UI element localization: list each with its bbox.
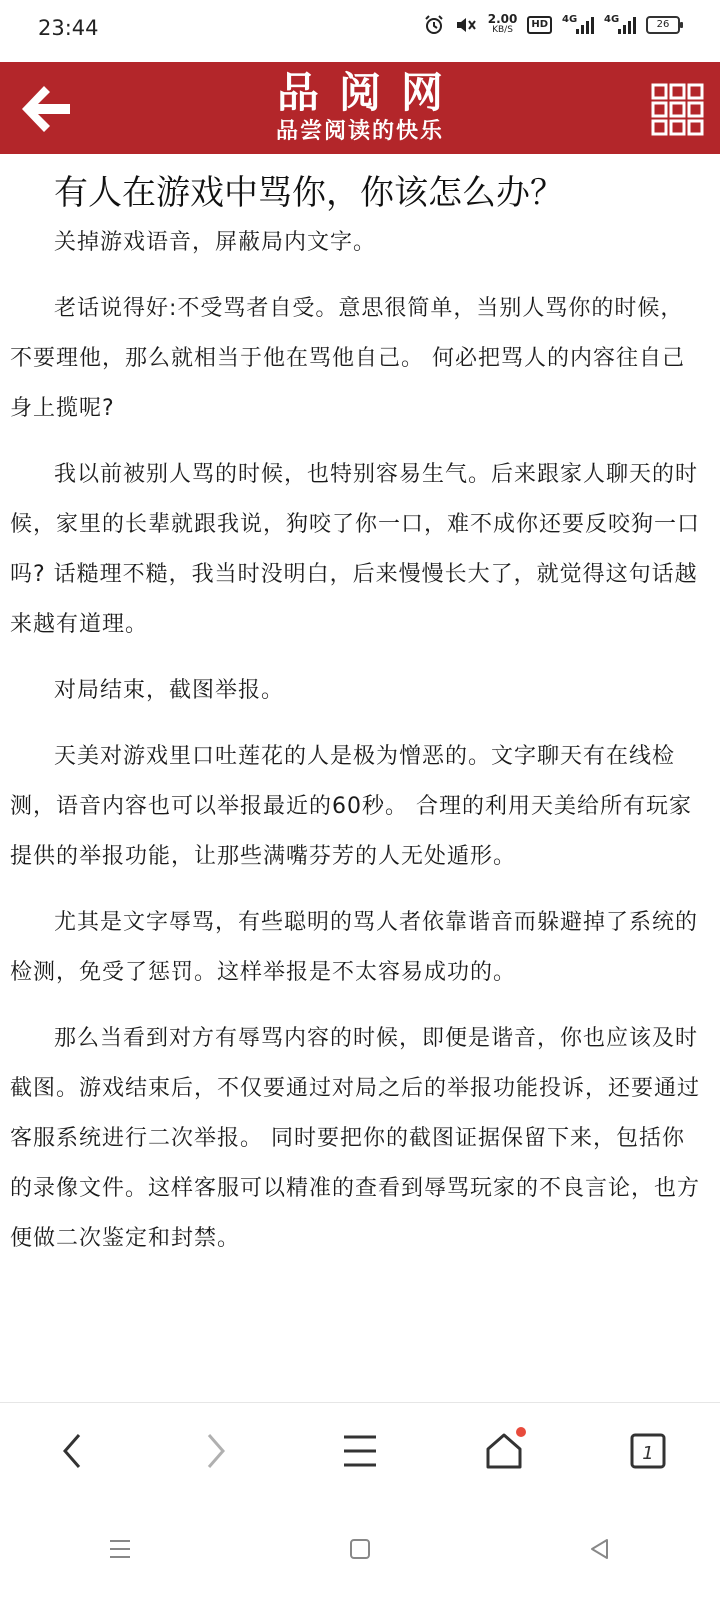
mute-icon [454,15,478,35]
hd-badge: HD [527,16,552,34]
back-triangle-icon [587,1536,613,1562]
status-time: 23:44 [38,16,99,40]
browser-toolbar [0,1402,720,1499]
menu-icon [340,1431,380,1471]
browser-tabs-button[interactable] [618,1421,678,1481]
logo-slogan: 品尝阅读的快乐 [275,118,444,144]
status-bar [0,0,720,62]
browser-back-button[interactable] [42,1421,102,1481]
grid-icon [650,82,706,138]
svg-text:1: 1 [642,1443,654,1464]
system-back-button[interactable] [570,1519,630,1579]
recent-apps-button[interactable] [90,1519,150,1579]
article-paragraph: 关掉游戏语音，屏蔽局内文字。 [54,230,377,255]
forward-icon [201,1431,231,1471]
system-home-button[interactable] [330,1519,390,1579]
tabs-icon [628,1431,668,1471]
article-paragraph: 对局结束，截图举报。 [54,678,285,703]
home-icon [484,1431,524,1471]
signal-strength-2: 4G [604,16,636,34]
system-navigation-bar [0,1498,720,1600]
back-icon [57,1431,87,1471]
article-paragraph: 那么当看到对方有辱骂内容的时候，即便是谐音，你也应该及时截图。游戏结束后，不仅要通过对局之后的举报功能投诉，还要通过客服系统进行二次举报。 同时要把你的截图证据保留下来，包括你的录像文件。这样客服可以精准的查看到辱骂玩家的不良言论，也方便做二次鉴定和封禁。 [10,1026,701,1251]
grid-menu-button[interactable] [650,82,706,138]
article-paragraph: 老话说得好:不受骂者自受。意思很简单，当别人骂你的时候，不要理他，那么就相当于他在骂他自己。 何必把骂人的内容往自己身上揽呢? [10,296,685,421]
network-speed: 2.00 KB/S [487,12,518,35]
battery-indicator: 26 [646,16,680,34]
alarm-icon [424,15,444,35]
article-paragraph: 尤其是文字辱骂，有些聪明的骂人者依靠谐音而躲避掉了系统的检测，免受了惩罚。这样举报是不太容易成功的。 [10,910,699,985]
back-button[interactable] [16,82,76,136]
article-title: 有人在游戏中骂你，你该怎么办？ [54,173,564,213]
arrow-left-icon [16,82,76,136]
article-paragraph: 我以前被别人骂的时候，也特别容易生气。后来跟家人聊天的时候，家里的长辈就跟我说，狗咬了你一口，难不成你还要反咬狗一口吗? 话糙理不糙，我当时没明白，后来慢慢长大了，就觉得这句话越来越有道理。 [10,462,701,637]
site-header [0,62,720,154]
signal-strength-1: 4G [562,16,594,34]
site-logo[interactable] [240,68,480,148]
recent-apps-icon [107,1536,133,1562]
article [10,156,700,1264]
status-icons [424,14,680,36]
browser-forward-button[interactable] [186,1421,246,1481]
notification-dot [516,1427,526,1437]
browser-home-button[interactable] [474,1421,534,1481]
article-paragraph: 天美对游戏里口吐莲花的人是极为憎恶的。文字聊天有在线检测，语音内容也可以举报最近的60秒。 合理的利用天美给所有玩家提供的举报功能，让那些满嘴芬芳的人无处遁形。 [10,744,692,869]
logo-title: 品阅网 [276,68,463,117]
browser-menu-button[interactable] [330,1421,390,1481]
home-square-icon [348,1537,372,1561]
